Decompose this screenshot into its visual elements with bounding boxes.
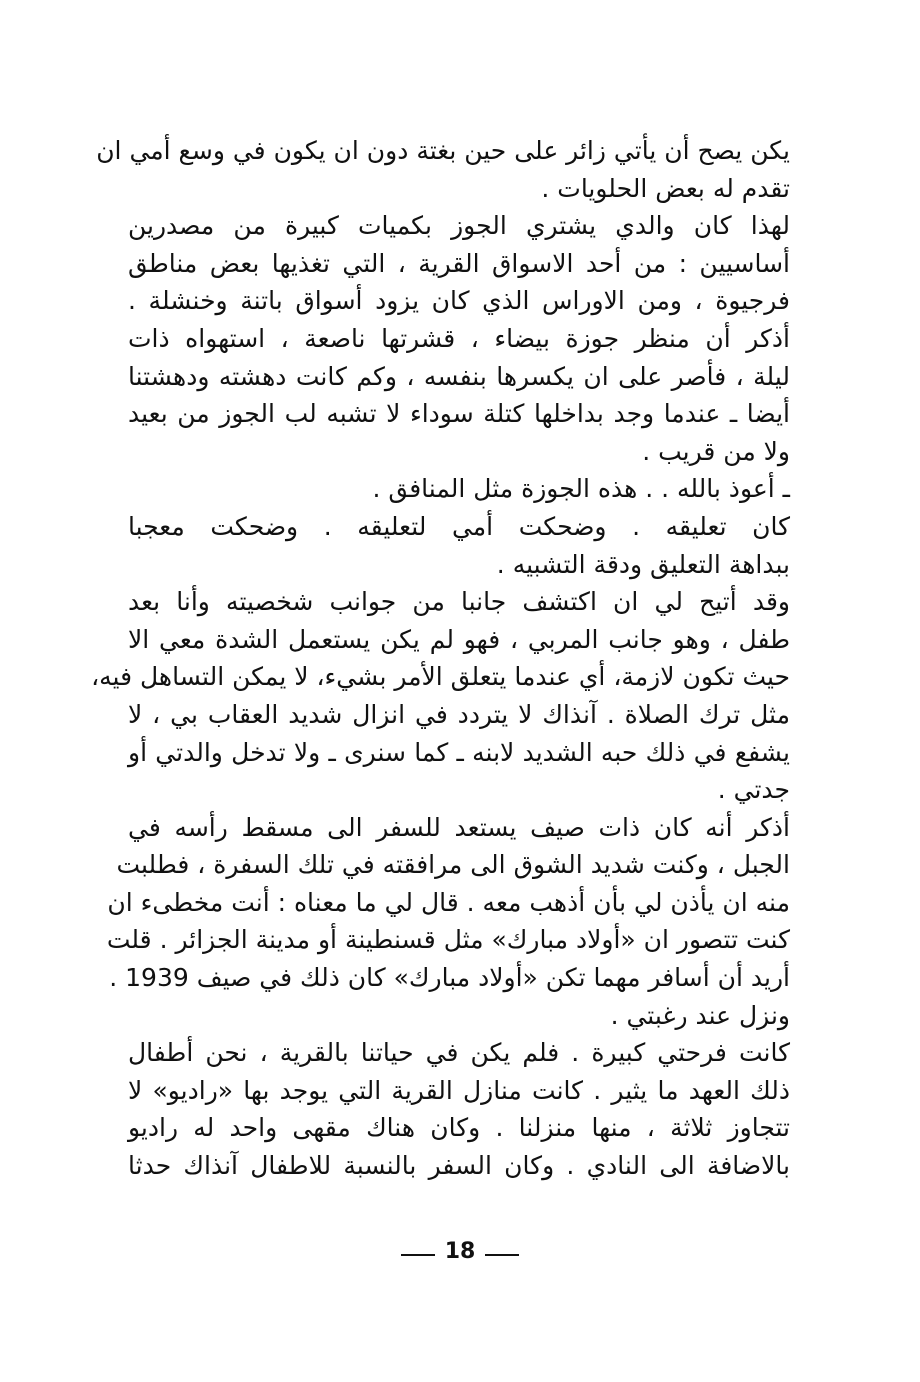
text-line: منه ان يأذن لي بأن أذهب معه . قال لي ما معناه : أنت مخطىء ان — [107, 887, 790, 917]
text-line: كان تعليقه . وضحكت أمي لتعليقه . وضحكت معجبا — [128, 511, 790, 541]
text-line: ذلك العهد ما يثير . كانت منازل القرية التي يوجد بها «راديو» لا — [128, 1075, 790, 1105]
text-line: تتجاوز ثلاثة ، منها منزلنا . وكان هناك مقهى واحد له راديو — [128, 1113, 790, 1143]
text-line: وقد أتيح لي ان اكتشف جانبا من جوانب شخصيته وأنا بعد — [128, 587, 790, 617]
text-line: أذكر أن منظر جوزة بيضاء ، قشرتها ناصعة ، استهواه ذات — [128, 323, 790, 353]
text-line: ولا من قريب . — [642, 436, 790, 466]
text-line: ببداهة التعليق ودقة التشبيه . — [496, 549, 790, 579]
text-line: ونزل عند رغبتي . — [610, 1000, 790, 1030]
page-footer — [0, 1236, 920, 1266]
page-number: 18 — [444, 1238, 476, 1264]
text-line: أذكر أنه كان ذات صيف يستعد للسفر الى مسقط رأسه في — [128, 812, 790, 842]
text-line: أريد أن أسافر مهما تكن «أولاد مبارك» كان ذلك في صيف 1939 . — [109, 963, 790, 993]
text-line: لهذا كان والدي يشتري الجوز بكميات كبيرة من مصدرين — [128, 211, 790, 241]
text-line: فرجيوة ، ومن الاوراس الذي كان يزود أسواق باتنة وخنشلة . — [128, 286, 790, 316]
text-line: تقدم له بعض الحلويات . — [541, 173, 790, 203]
text-line: كانت فرحتي كبيرة . فلم يكن في حياتنا بالقرية ، نحن أطفال — [128, 1038, 790, 1068]
text-line: يكن يصح أن يأتي زائر على حين بغتة دون ان يكون في وسع أمي ان — [96, 136, 790, 165]
text-line: ـ أعوذ بالله . . هذه الجوزة مثل المنافق . — [372, 474, 790, 504]
page-number-dash-right — [485, 1254, 519, 1256]
text-line: مثل ترك الصلاة . آنذاك لا يتردد في انزال شديد العقاب بي ، لا — [128, 699, 790, 729]
text-line: الجبل ، وكنت شديد الشوق الى مرافقته في تلك السفرة ، فطلبت — [116, 850, 790, 880]
text-line: ليلة ، فأصر على ان يكسرها بنفسه ، وكم كانت دهشته ودهشتنا — [128, 361, 790, 391]
page-number-dash-left — [401, 1254, 435, 1256]
text-line: بالاضافة الى النادي . وكان السفر بالنسبة للاطفال آنذاك حدثا — [128, 1151, 790, 1181]
text-line: طفل ، وهو جانب المربي ، فهو لم يكن يستعمل الشدة معي الا — [128, 624, 790, 654]
body-text — [91, 132, 790, 1185]
text-line: يشفع في ذلك حبه الشديد لابنه ـ كما سنرى ـ ولا تدخل والدتي أو — [128, 737, 790, 767]
text-line: حيث تكون لازمة، أي عندما يتعلق الأمر بشيء، لا يمكن التساهل فيه، — [91, 662, 790, 692]
text-line: أساسيين : من أحد الاسواق القرية ، التي تغذيها بعض مناطق — [128, 248, 790, 278]
text-line: كنت تتصور ان «أولاد مبارك» مثل قسنطينة أو مدينة الجزائر . قلت — [106, 925, 790, 955]
text-line: أيضا ـ عندما وجد بداخلها كتلة سوداء لا تشبه لب الجوز من بعيد — [128, 399, 790, 429]
text-line: جدتي . — [717, 775, 790, 805]
